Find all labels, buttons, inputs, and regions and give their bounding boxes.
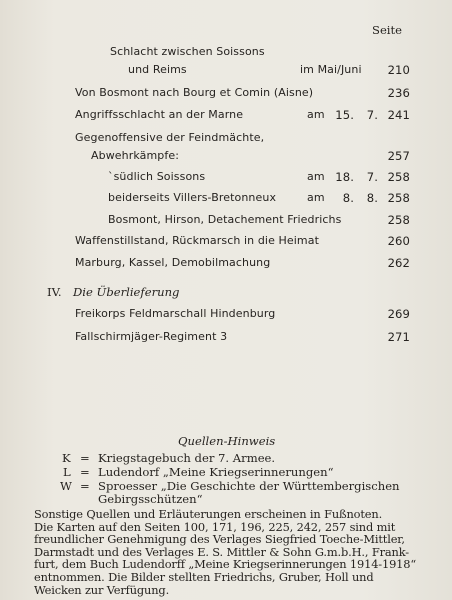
toc-entry-title: `südlich Soissons: [108, 170, 206, 183]
toc-entry-title: Freikorps Feldmarschall Hindenburg: [75, 307, 276, 320]
toc-entry-page: 236: [387, 86, 410, 100]
toc-entry-title: Gegenoffensive der Feindmächte,: [75, 131, 265, 144]
source-key: K: [62, 451, 71, 465]
toc-entry-page: 241: [387, 108, 410, 122]
source-text: Kriegstagebuch der 7. Armee.: [98, 451, 276, 465]
toc-entry-title: Schlacht zwischen Soissons: [110, 45, 265, 58]
toc-entry-date: im Mai/Juni: [300, 63, 362, 76]
source-text: Ludendorf „Meine Kriegserinnerungen“: [98, 465, 334, 479]
section-title: Die Überlieferung: [73, 285, 180, 299]
toc-entry-page: 271: [387, 330, 410, 344]
source-text-cont: Gebirgsschützen“: [98, 492, 203, 506]
toc-entry-title-cont: und Reims: [128, 63, 187, 76]
toc-entry-page: 210: [387, 63, 410, 77]
source-equals: =: [80, 465, 90, 479]
toc-entry-month: 8.: [366, 191, 378, 205]
source-key: L: [63, 465, 71, 479]
toc-entry-month: 7.: [366, 108, 378, 122]
sources-heading: Quellen-Hinweis: [178, 434, 276, 448]
section-number: IV.: [47, 285, 62, 299]
source-equals: =: [80, 479, 90, 493]
toc-entry-page: 258: [387, 170, 410, 184]
toc-entry-title: beiderseits Villers-Bretonneux: [108, 191, 277, 204]
toc-entry-title: Fallschirmjäger-Regiment 3: [75, 330, 228, 343]
paragraph-line: Die Karten auf den Seiten 100, 171, 196, 225, 242, 257 sind mit: [34, 519, 396, 534]
toc-entry-page: 257: [387, 149, 410, 163]
toc-entry-page: 258: [387, 191, 410, 205]
toc-entry-page: 269: [387, 307, 410, 321]
toc-entry-title: Bosmont, Hirson, Detachement Friedrichs: [108, 213, 342, 226]
toc-entry-am: am: [307, 170, 325, 183]
paragraph-line: Weicken zur Verfügung.: [34, 582, 170, 597]
toc-entry-title: Angriffsschlacht an der Marne: [75, 108, 244, 121]
toc-entry-title: Waffenstillstand, Rückmarsch in die Heimat: [75, 234, 319, 247]
paragraph-line: furt, dem Buch Ludendorff „Meine Kriegserinnerungen 1914-1918“: [34, 557, 417, 572]
sources-paragraph: [34, 507, 417, 597]
paragraph-line: freundlicher Genehmigung des Verlages Siegfried Toeche-Mittler,: [34, 532, 405, 547]
paragraph-line: entnommen. Die Bilder stellten Friedrichs, Gruber, Holl und: [34, 569, 374, 584]
toc-entry-title: Abwehrkämpfe:: [91, 149, 180, 162]
toc-entry-day: 8.: [342, 191, 354, 205]
toc-entry-day: 18.: [335, 170, 354, 184]
toc-entry-title: Von Bosmont nach Bourg et Comin (Aisne): [75, 86, 314, 99]
source-equals: =: [80, 451, 90, 465]
source-text: Sproesser „Die Geschichte der Württembergischen: [98, 479, 400, 493]
toc-entry-page: 258: [387, 213, 410, 227]
toc-entry-title: Marburg, Kassel, Demobilmachung: [75, 256, 271, 269]
paragraph-line: Sonstige Quellen und Erläuterungen erscheinen in Fußnoten.: [34, 507, 383, 521]
toc-entry-month: 7.: [366, 170, 378, 184]
toc-entry-page: 260: [387, 234, 410, 248]
toc-entry-am: am: [307, 191, 325, 204]
toc-entry-day: 15.: [335, 108, 354, 122]
paragraph-line: Darmstadt und des Verlages E. S. Mittler & Sohn G.m.b.H., Frank-: [34, 544, 409, 559]
source-key: W: [60, 479, 72, 493]
toc-entry-page: 262: [387, 256, 410, 270]
page-column-header: Seite: [372, 23, 403, 37]
toc-entry-am: am: [307, 108, 325, 121]
